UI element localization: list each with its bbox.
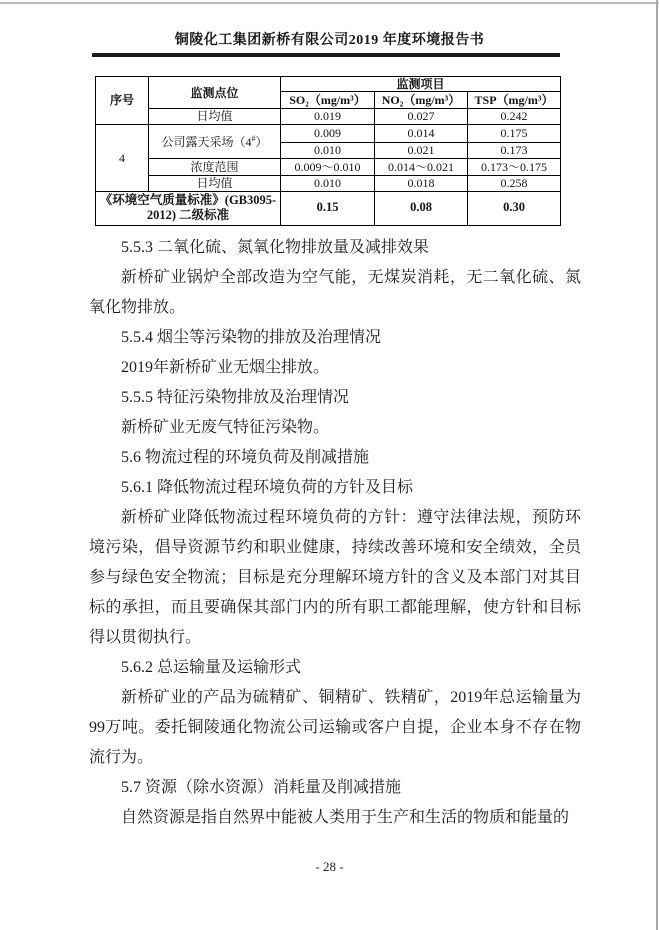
section-heading-562: 5.6.2 总运输量及运输形式 [121, 659, 302, 676]
value-cell-so2: 0.009 [281, 124, 375, 142]
section-heading-555: 5.5.5 特征污染物排放及治理情况 [121, 389, 350, 406]
section-heading-554: 5.5.4 烟尘等污染物的排放及治理情况 [121, 329, 382, 346]
value-cell-so2: 0.010 [281, 175, 375, 191]
value-cell-no2: 0.014～0.021 [375, 158, 468, 175]
standard-row [96, 191, 561, 225]
value-cell-tsp: 0.173～0.175 [468, 158, 561, 175]
site-cell-range: 浓度范围 [149, 158, 281, 175]
table-row [96, 109, 561, 124]
value-cell-so2: 0.019 [281, 109, 375, 124]
paragraph: 自然资源是指自然界中能被人类用于生产和生活的物质和能量的 [121, 809, 570, 826]
col-header-so2: SO₂（mg/m³） [281, 92, 375, 109]
value-cell-so2: 0.010 [281, 142, 375, 158]
value-cell-no2: 0.014 [375, 124, 468, 142]
paragraph: 2019年新桥矿业无烟尘排放。 [121, 359, 330, 376]
site-label-superscript: # [251, 133, 256, 143]
section-heading-56: 5.6 物流过程的环境负荷及削减措施 [121, 449, 370, 466]
table-row [96, 158, 561, 175]
site-label-text: 公司露天采场（4 [161, 134, 252, 149]
value-cell-no2: 0.021 [375, 142, 468, 158]
value-cell-tsp: 0.242 [468, 109, 561, 124]
page-title: 铜陵化工集团新桥有限公司2019 年度环境报告书 [174, 33, 485, 48]
col-header-seq: 序号 [96, 77, 149, 125]
value-cell-so2: 0.009～0.010 [281, 158, 375, 175]
scan-edge-right [656, 0, 658, 930]
site-cell-quarry [149, 124, 281, 158]
value-cell-tsp: 0.175 [468, 124, 561, 142]
standard-label-cell: 《环境空气质量标准》(GB3095-2012) 二级标准 [96, 191, 281, 225]
section-heading-553: 5.5.3 二氧化硫、氮氧化物排放量及减排效果 [121, 239, 430, 256]
standard-so2-cell: 0.15 [281, 191, 375, 225]
value-cell-tsp: 0.173 [468, 142, 561, 158]
table-row [96, 124, 561, 142]
col-header-tsp: TSP（mg/m³） [468, 92, 561, 109]
table-row [96, 175, 561, 191]
standard-no2-cell: 0.08 [375, 191, 468, 225]
value-cell-no2: 0.027 [375, 109, 468, 124]
air-monitoring-table [95, 76, 561, 226]
seq-value-cell: 4 [96, 124, 149, 191]
col-header-no2: NO₂（mg/m³） [375, 92, 468, 109]
col-header-site: 监测点位 [149, 77, 281, 109]
col-header-project: 监测项目 [281, 77, 561, 92]
site-cell-daily-avg-1: 日均值 [149, 109, 281, 124]
section-heading-57: 5.7 资源（除水资源）消耗量及削减措施 [121, 779, 402, 796]
paragraph: 新桥矿业的产品为硫精矿、铜精矿、铁精矿，2019年总运输量为99万吨。委托铜陵通化物流公司运输或客户自提，企业本身不存在物流行为。 [89, 689, 581, 766]
page-number: - 28 - [315, 859, 344, 874]
body-text [89, 233, 581, 833]
site-label-text: ） [255, 134, 268, 149]
paragraph: 新桥矿业锅炉全部改造为空气能，无煤炭消耗，无二氧化硫、氮氧化物排放。 [89, 269, 581, 316]
site-cell-daily-avg-2: 日均值 [149, 175, 281, 191]
standard-tsp-cell: 0.30 [468, 191, 561, 225]
value-cell-no2: 0.018 [375, 175, 468, 191]
header-rule [92, 53, 560, 57]
paragraph: 新桥矿业降低物流过程环境负荷的方针：遵守法律法规，预防环境污染，倡导资源节约和职业健康，持续改善环境和安全绩效，全员参与绿色安全物流；目标是充分理解环境方针的含义及本部门对其目标的承担，而且要确保其部门内的所有职工都能理解，使方针和目标得以贯彻执行。 [89, 509, 581, 646]
paragraph: 新桥矿业无废气特征污染物。 [121, 419, 330, 436]
scan-edge-top [0, 2, 659, 4]
section-heading-561: 5.6.1 降低物流过程环境负荷的方针及目标 [121, 479, 414, 496]
value-cell-tsp: 0.258 [468, 175, 561, 191]
